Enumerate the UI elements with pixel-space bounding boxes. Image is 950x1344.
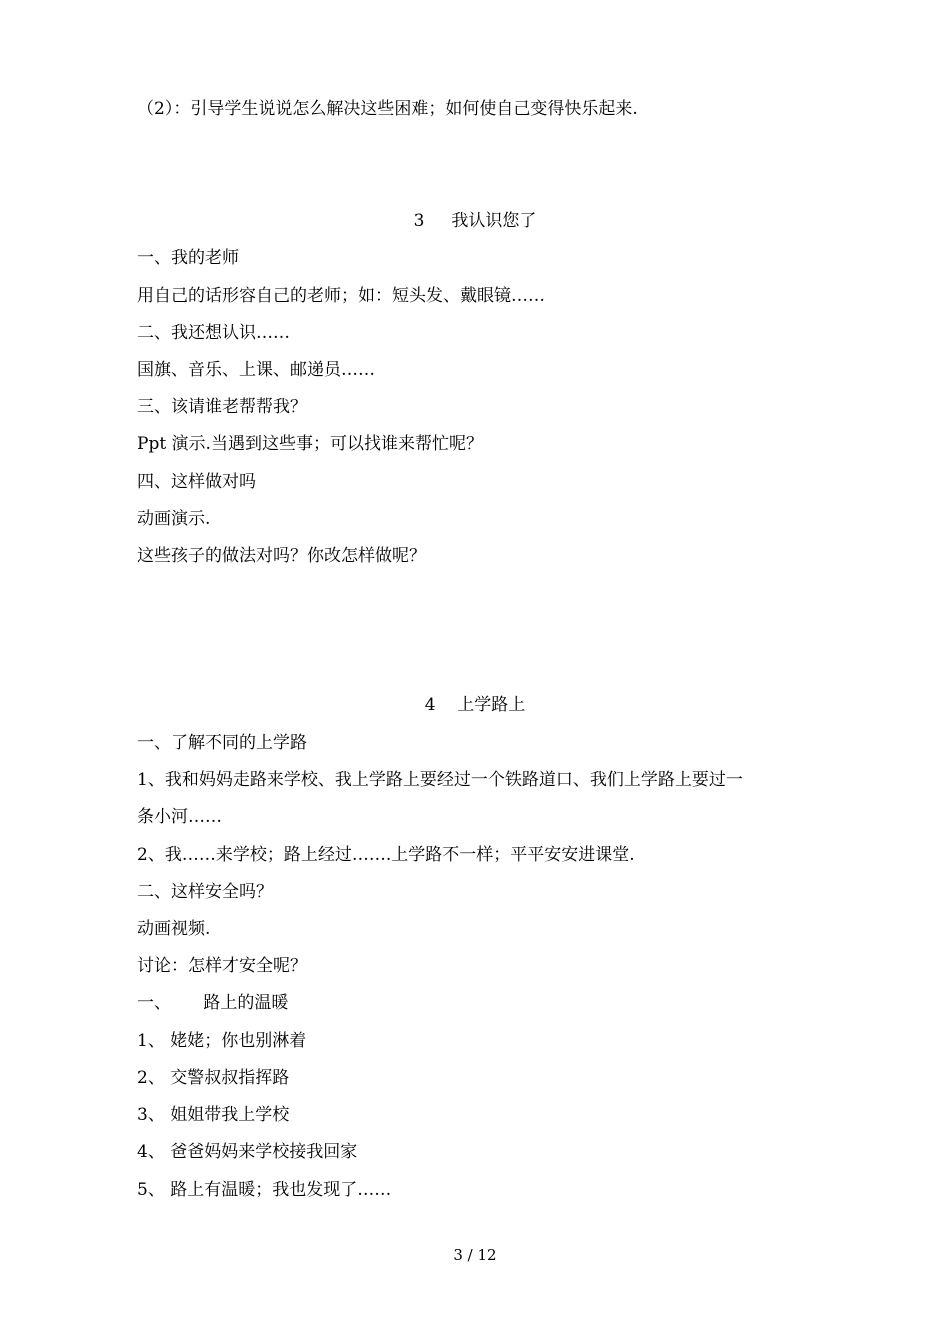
page-number: 3 / 12 xyxy=(453,1246,497,1264)
section-4-heading: 4 上学路上 xyxy=(424,695,526,715)
section-4-line: 5、 路上有温暖；我也发现了…… xyxy=(137,1180,392,1200)
section-4-line: 2、 交警叔叔指挥路 xyxy=(137,1068,290,1088)
section-3-line: Ppt 演示.当遇到这些事；可以找谁来帮忙呢？ xyxy=(137,434,483,454)
section-4-line: 一、 路上的温暖 xyxy=(137,993,289,1013)
section-3-line: 这些孩子的做法对吗？你改怎样做呢？ xyxy=(137,546,426,566)
section-4-line: 1、 姥姥；你也别淋着 xyxy=(137,1031,307,1051)
section-3-line: 一、我的老师 xyxy=(137,248,239,268)
section-4-line: 3、 姐姐带我上学校 xyxy=(137,1105,290,1125)
section-3-line: 国旗、音乐、上课、邮递员…… xyxy=(137,360,375,380)
section-4-line: 2、我……来学校；路上经过…….上学路不一样；平平安安进课堂. xyxy=(137,845,635,865)
section-4-line: 二、这样安全吗？ xyxy=(137,882,273,902)
section-4-line: 1、我和妈妈走路来学校、我上学路上要经过一个铁路道口、我们上学路上要过一 xyxy=(137,770,743,790)
section-3-line: 四、这样做对吗 xyxy=(137,472,256,492)
section-3-line: 三、该请谁老帮帮我？ xyxy=(137,397,307,417)
section-4-line: 讨论：怎样才安全呢？ xyxy=(137,956,307,976)
section-4-line: 4、 爸爸妈妈来学校接我回家 xyxy=(137,1142,358,1162)
section-3-line: 二、我还想认识…… xyxy=(137,323,290,343)
section-4-line: 条小河…… xyxy=(137,807,222,827)
section-3-line: 用自己的话形容自己的老师；如：短头发、戴眼镜…… xyxy=(137,286,545,306)
section-3-line: 动画演示. xyxy=(137,509,211,529)
section-4-line: 一、了解不同的上学路 xyxy=(137,733,307,753)
section-3-heading: 3 我认识您了 xyxy=(413,211,537,231)
intro-line: （2）：引导学生说说怎么解决这些困难；如何使自己变得快乐起来. xyxy=(137,99,638,119)
section-4-line: 动画视频. xyxy=(137,919,211,939)
